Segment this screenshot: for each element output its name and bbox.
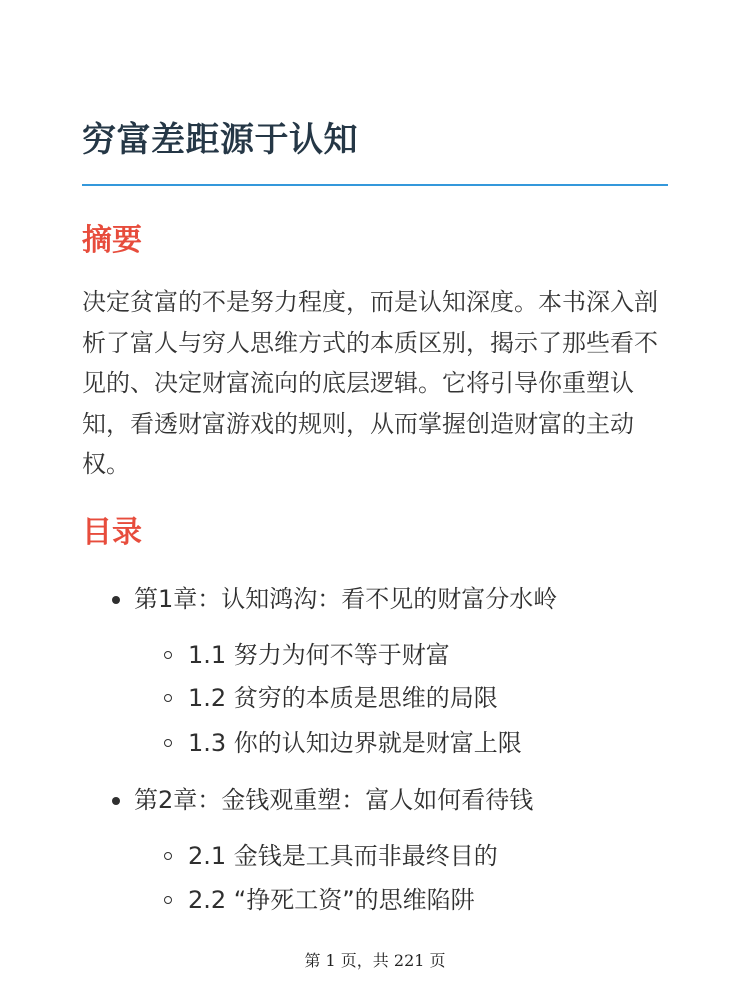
- summary-paragraph: 决定贫富的不是努力程度，而是认知深度。本书深入剖析了富人与穷人思维方式的本质区别，揭示了那些看不见的、决定财富流向的底层逻辑。它将引导你重塑认知，看透财富游戏的规则，从而掌握创造财富的主动权。: [82, 288, 658, 478]
- toc-section-label: 1.2 贫穷的本质是思维的局限: [188, 684, 498, 712]
- bullet-dot-icon: [112, 596, 120, 604]
- toc-heading: 目录: [82, 515, 142, 550]
- bullet-circle-icon: [164, 896, 172, 904]
- toc-section-label: 2.1 金钱是工具而非最终目的: [188, 842, 498, 870]
- bullet-circle-icon: [164, 739, 172, 747]
- toc-chapter-label: 第1章：认知鸿沟：看不见的财富分水岭: [134, 585, 558, 613]
- summary-heading: 摘要: [82, 223, 142, 258]
- bullet-circle-icon: [164, 694, 172, 702]
- toc-chapter-label: 第2章：金钱观重塑：富人如何看待钱: [134, 786, 534, 814]
- toc-section-label: 1.3 你的认知边界就是财富上限: [188, 729, 522, 757]
- bullet-circle-icon: [164, 651, 172, 659]
- page-title: 穷富差距源于认知: [82, 120, 358, 160]
- toc-section-label: 2.2 “挣死工资”的思维陷阱: [188, 886, 475, 914]
- toc-section-label: 1.1 努力为何不等于财富: [188, 641, 450, 669]
- bullet-dot-icon: [112, 797, 120, 805]
- page-indicator: 第 1 页，共 221 页: [304, 951, 446, 970]
- bullet-circle-icon: [164, 852, 172, 860]
